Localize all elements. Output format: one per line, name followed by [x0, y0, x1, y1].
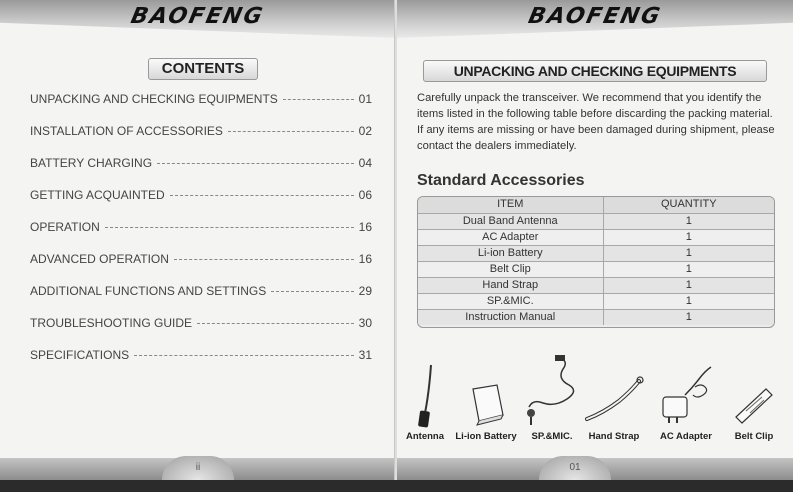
- table-row: [418, 229, 774, 245]
- item-cell: AC Adapter: [418, 229, 603, 245]
- toc-entry-title: ADVANCED OPERATION: [30, 252, 169, 266]
- dot-leader: [105, 227, 354, 228]
- dot-leader: [174, 259, 354, 260]
- toc-entry[interactable]: [30, 348, 372, 380]
- toc-entry-page: 02: [358, 124, 372, 138]
- accessory-hand-strap: [581, 373, 647, 442]
- table-row: [418, 309, 774, 325]
- belt-clip-icon: [730, 381, 778, 429]
- page-number: 01: [539, 456, 611, 480]
- toc-entry-page: 01: [358, 92, 372, 106]
- accessory-belt-clip: [723, 381, 785, 442]
- hand-strap-icon: [583, 373, 645, 429]
- brand-logo: BAOFENG: [128, 4, 267, 29]
- toc-entry-page: 30: [358, 316, 372, 330]
- intro-paragraph: Carefully unpack the transceiver. We recommend that you identify the items listed in the following table before discarding the packing material. If any items are missing or have been damaged during shipment, please contact the dealers immediately.: [417, 92, 775, 152]
- item-cell: Belt Clip: [418, 261, 603, 277]
- contents-title: CONTENTS: [148, 58, 258, 80]
- right-page: [397, 0, 793, 480]
- section-title: UNPACKING AND CHECKING EQUIPMENTS: [423, 60, 767, 82]
- antenna-icon: [405, 363, 445, 429]
- left-page: [0, 0, 395, 480]
- accessory-label: AC Adapter: [660, 431, 712, 442]
- toc-entry-title: TROUBLESHOOTING GUIDE: [30, 316, 193, 330]
- table-header-row: [418, 197, 774, 213]
- accessories-table: [417, 196, 775, 328]
- dot-leader: [271, 291, 353, 292]
- dot-leader: [197, 323, 354, 324]
- toc-entry[interactable]: [30, 316, 372, 348]
- toc-entry-title: UNPACKING AND CHECKING EQUIPMENTS: [30, 92, 278, 106]
- toc-entry[interactable]: [30, 252, 372, 284]
- item-cell: Instruction Manual: [418, 309, 603, 325]
- quantity-cell: 1: [603, 229, 774, 245]
- brand-logo: BAOFENG: [526, 4, 664, 29]
- page-number: ii: [162, 456, 234, 480]
- item-cell: Dual Band Antenna: [418, 213, 603, 229]
- quantity-cell: 1: [603, 261, 774, 277]
- toc-entry-title: OPERATION: [30, 220, 100, 234]
- quantity-cell: 1: [603, 293, 774, 309]
- dot-leader: [157, 163, 354, 164]
- accessory-antenna: [403, 363, 447, 442]
- accessory-label: Belt Clip: [734, 431, 774, 442]
- table-row: [418, 213, 774, 229]
- quantity-cell: 1: [603, 309, 774, 325]
- accessory-ac-adapter: [653, 365, 719, 442]
- accessory-illustrations: [403, 352, 787, 442]
- speaker-mic-icon: [525, 353, 579, 429]
- toc-entry-page: 04: [358, 156, 372, 170]
- quantity-cell: 1: [603, 245, 774, 261]
- item-cell: SP.&MIC.: [418, 293, 603, 309]
- column-header-quantity: QUANTITY: [603, 197, 774, 213]
- table-row: [418, 261, 774, 277]
- toc-entry[interactable]: [30, 220, 372, 252]
- toc-entry-title: BATTERY CHARGING: [30, 156, 153, 170]
- accessory-label: Hand Strap: [588, 431, 640, 442]
- toc-entry-page: 16: [358, 252, 372, 266]
- battery-icon: [463, 379, 509, 429]
- accessory-label: Antenna: [406, 431, 444, 442]
- standard-accessories-heading: Standard Accessories: [417, 172, 585, 189]
- dot-leader: [170, 195, 354, 196]
- accessory-battery: [451, 379, 521, 442]
- toc-entry-page: 31: [358, 348, 372, 362]
- column-header-item: ITEM: [418, 197, 603, 213]
- accessory-label: SP.&MIC.: [531, 431, 573, 442]
- table-row: [418, 293, 774, 309]
- toc-entry[interactable]: [30, 124, 372, 156]
- toc-entry-page: 29: [358, 284, 372, 298]
- dot-leader: [228, 131, 354, 132]
- accessory-label: Li-ion Battery: [455, 431, 517, 442]
- ac-adapter-icon: [655, 365, 717, 429]
- dot-leader: [283, 99, 354, 100]
- table-row: [418, 245, 774, 261]
- accessory-speaker-mic: [525, 353, 579, 442]
- dot-leader: [134, 355, 354, 356]
- quantity-cell: 1: [603, 277, 774, 293]
- toc-entry-page: 06: [358, 188, 372, 202]
- table-of-contents: [30, 92, 372, 380]
- toc-entry-title: SPECIFICATIONS: [30, 348, 130, 362]
- item-cell: Hand Strap: [418, 277, 603, 293]
- toc-entry[interactable]: [30, 92, 372, 124]
- toc-entry-title: GETTING ACQUAINTED: [30, 188, 165, 202]
- table-row: [418, 277, 774, 293]
- toc-entry-title: ADDITIONAL FUNCTIONS AND SETTINGS: [30, 284, 267, 298]
- quantity-cell: 1: [603, 213, 774, 229]
- item-cell: Li-ion Battery: [418, 245, 603, 261]
- toc-entry-page: 16: [358, 220, 372, 234]
- toc-entry[interactable]: [30, 284, 372, 316]
- toc-entry-title: INSTALLATION OF ACCESSORIES: [30, 124, 223, 138]
- toc-entry[interactable]: [30, 156, 372, 188]
- toc-entry[interactable]: [30, 188, 372, 220]
